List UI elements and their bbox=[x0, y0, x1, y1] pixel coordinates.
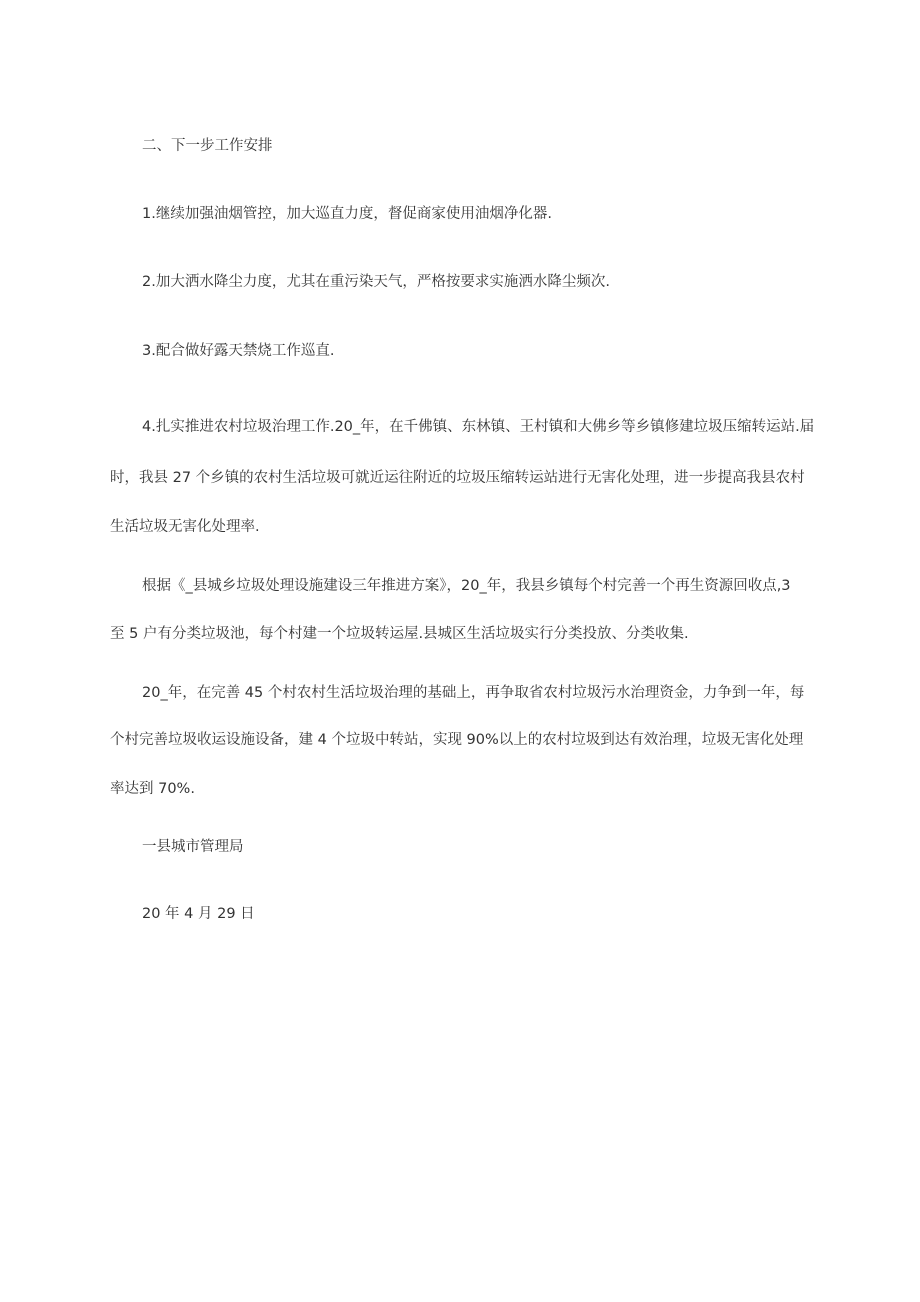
plan-paragraph-line2: 至 5 户有分类垃圾池，每个村建一个垃圾转运屋.县城区生活垃圾实行分类投放、分类收集. bbox=[110, 626, 689, 642]
list-item-4-line2: 时，我县 27 个乡镇的农村生活垃圾可就近运往附近的垃圾压缩转运站进行无害化处理，进一步提高我县农村 bbox=[110, 470, 805, 486]
signature-organization: 一县城市管理局 bbox=[142, 839, 244, 855]
goal-paragraph-line2: 个村完善垃圾收运设施设备，建 4 个垃圾中转站，实现 90%以上的农村垃圾到达有效治理，垃圾无害化处理 bbox=[110, 732, 804, 748]
list-item-1: 1.继续加强油烟管控，加大巡直力度，督促商家使用油烟净化器. bbox=[142, 206, 552, 222]
list-item-2: 2.加大洒水降尘力度，尤其在重污染天气，严格按要求实施洒水降尘频次. bbox=[142, 274, 610, 290]
goal-paragraph-line1: 20_年，在完善 45 个村农村生活垃圾治理的基础上，再争取省农村垃圾污水治理资金，力争到一年，每 bbox=[142, 685, 805, 701]
list-item-4-line3: 生活垃圾无害化处理率. bbox=[110, 519, 260, 535]
section-heading: 二、下一步工作安排 bbox=[142, 138, 273, 154]
list-item-4-line1: 4.扎实推进农村垃圾治理工作.20_年，在千佛镇、东林镇、王村镇和大佛乡等乡镇修建垃圾压缩转运站.届 bbox=[142, 419, 815, 435]
goal-paragraph-line3: 率达到 70%. bbox=[110, 781, 195, 797]
plan-paragraph-line1: 根据《_县城乡垃圾处理设施建设三年推进方案》，20_年，我县乡镇每个村完善一个再生资源回收点,3 bbox=[142, 578, 791, 594]
list-item-3: 3.配合做好露天禁烧工作巡直. bbox=[142, 343, 335, 359]
signature-date: 20 年 4 月 29 日 bbox=[142, 906, 255, 922]
